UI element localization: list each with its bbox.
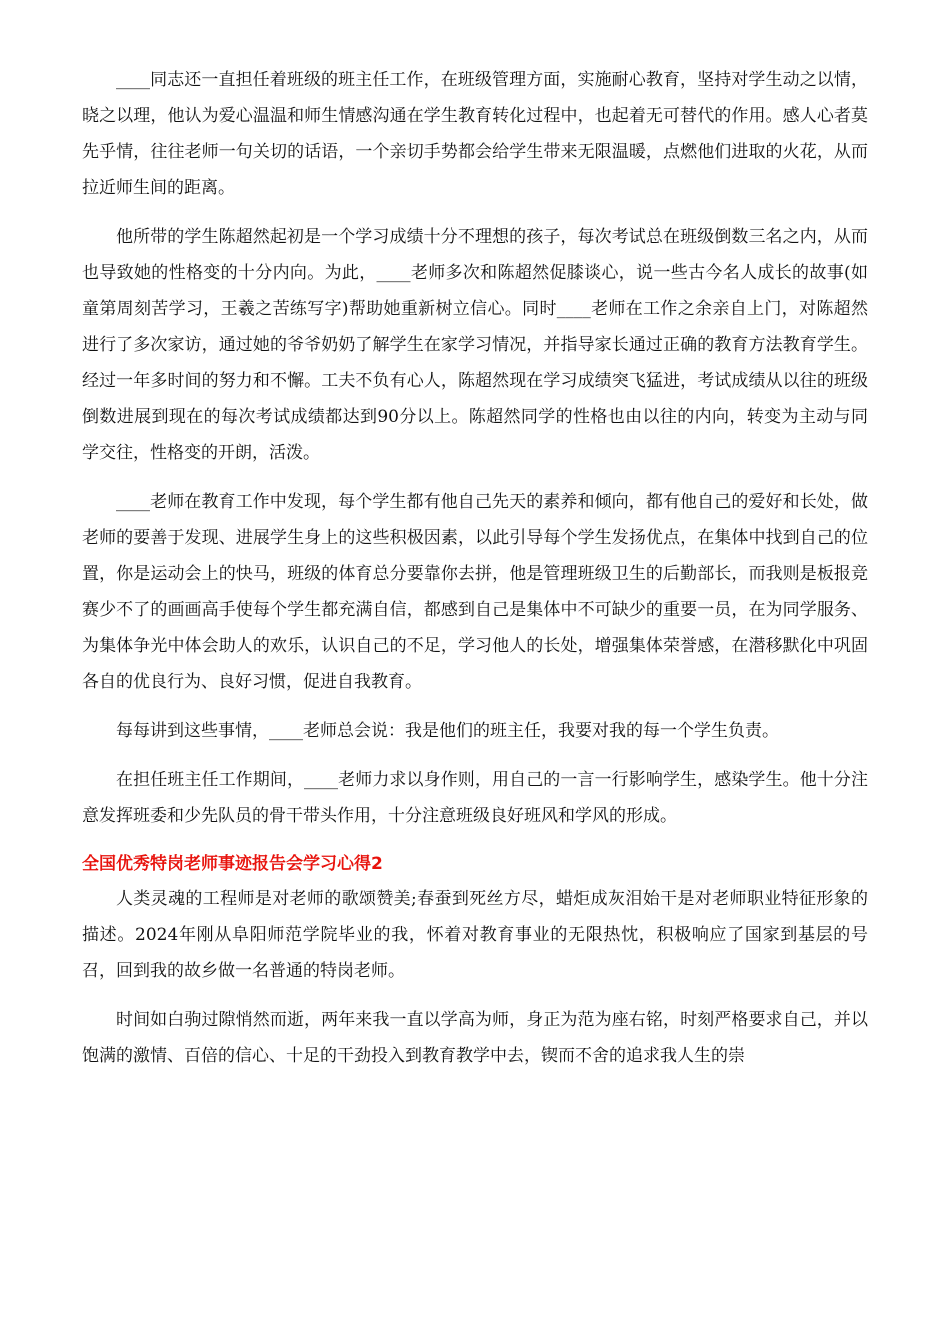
document-page xyxy=(82,62,868,1087)
section-heading: 全国优秀特岗老师事迹报告会学习心得2 xyxy=(82,854,383,874)
paragraph-student-chen: 他所带的学生陈超然起初是一个学习成绩十分不理想的孩子，每次考试总在班级倒数三名之内，从而也导致她的性格变的十分内向。为此，____老师多次和陈超然促膝谈心，说一些古今名人成长的故事(如童第周刻苦学习，王羲之苦练写字)帮助她重新树立信心。同时____老师在工作之余亲自上门，对陈超然进行了多次家访，通过她的爷爷奶奶了解学生在家学习情况，并指导家长通过正确的教育方法教育学生。经过一年多时间的努力和不懈。工夫不负有心人，陈超然现在学习成绩突飞猛进，考试成绩从以往的班级倒数进展到现在的每次考试成绩都达到90分以上。陈超然同学的性格也由以往的内向，转变为主动与同学交往，性格变的开朗，活泼。 xyxy=(82,227,868,463)
paragraph-engineer-of-souls: 人类灵魂的工程师是对老师的歌颂赞美;春蚕到死丝方尽，蜡炬成灰泪始干是对老师职业特征形象的描述。2024年刚从阜阳师范学院毕业的我，怀着对教育事业的无限热忱，积极响应了国家到基层的号召，回到我的故乡做一名普通的特岗老师。 xyxy=(82,889,868,981)
paragraph-class-management: ____同志还一直担任着班级的班主任工作，在班级管理方面，实施耐心教育，坚持对学生动之以情，晓之以理，他认为爱心温温和师生情感沟通在学生教育转化过程中，也起着无可替代的作用。感人心者莫先乎情，往往老师一句关切的话语，一个亲切手势都会给学生带来无限温暖，点燃他们进取的火花，从而拉近师生间的距离。 xyxy=(82,70,868,198)
paragraph-student-strengths: ____老师在教育工作中发现，每个学生都有他自己先天的素养和倾向，都有他自己的爱好和长处，做老师的要善于发现、进展学生身上的这些积极因素，以此引导每个学生发扬优点，在集体中找到自己的位置，你是运动会上的快马，班级的体育总分要靠你去拼，他是管理班级卫生的后勤部长，而我则是板报竞赛少不了的画画高手使每个学生都充满自信，都感到自己是集体中不可缺少的重要一员，在为同学服务、为集体争光中体会助人的欢乐，认识自己的不足，学习他人的长处，增强集体荣誉感，在潜移默化中巩固各自的优良行为、良好习惯，促进自我教育。 xyxy=(82,492,868,692)
paragraph-lead-by-example: 在担任班主任工作期间，____老师力求以身作则，用自己的一言一行影响学生，感染学生。他十分注意发挥班委和少先队员的骨干带头作用，十分注意班级良好班风和学风的形成。 xyxy=(82,770,868,826)
paragraph-teacher-quote: 每每讲到这些事情，____老师总会说：我是他们的班主任，我要对我的每一个学生负责。 xyxy=(116,721,779,741)
paragraph-two-years: 时间如白驹过隙悄然而逝，两年来我一直以学高为师，身正为范为座右铭，时刻严格要求自己，并以饱满的激情、百倍的信心、十足的干劲投入到教育教学中去，锲而不舍的追求我人生的崇 xyxy=(82,1010,868,1066)
